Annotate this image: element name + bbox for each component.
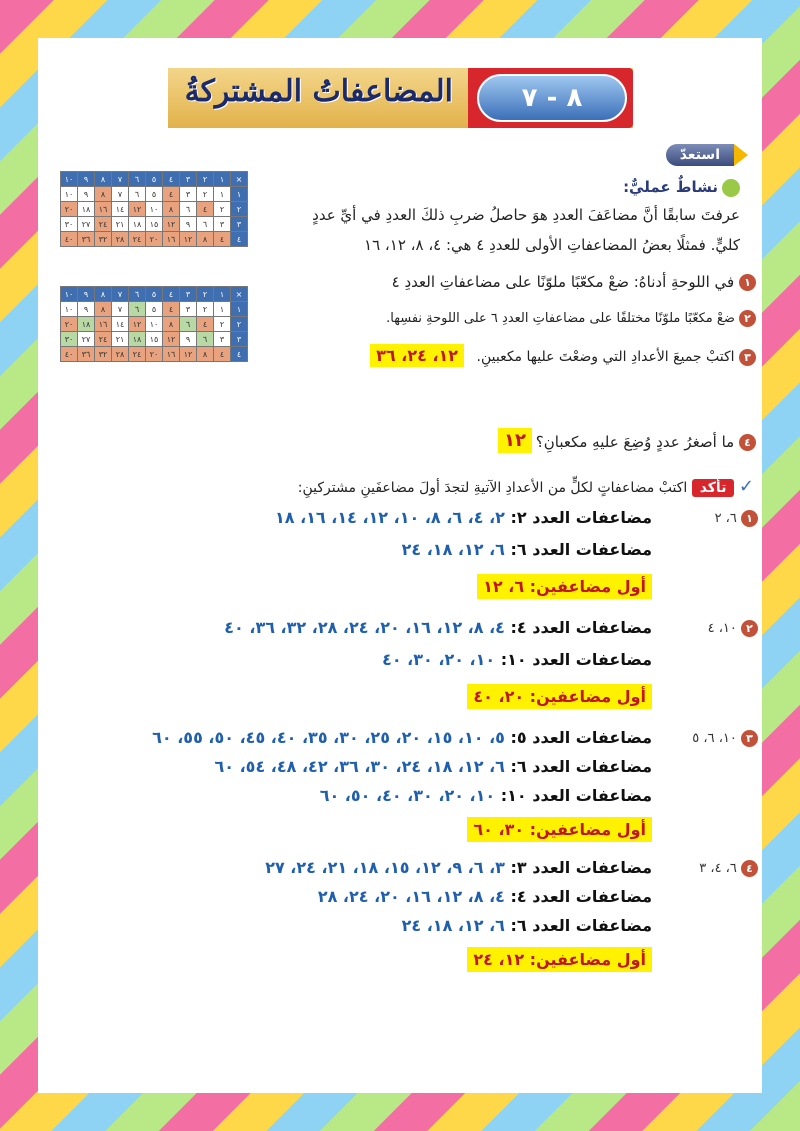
multiples-line [275,508,652,527]
grid-cell: ٦ [197,217,214,232]
step-2 [356,310,756,327]
grid-header-cell: ٨ [95,287,112,302]
multiples-label: مضاعفات العدد ٦: [504,757,652,776]
common-multiples-answer: أول مضاعفين: ١٢، ٢٤ [467,947,652,972]
multiples-values: ١٠، ٢٠، ٣٠، ٤٠، ٥٠، ٦٠ [319,786,496,805]
multiples-line [402,916,652,935]
activity-intro-1: عرفتَ سابقًا أنَّ مضاعَفَ العددِ هوَ حاصلُ ضربِ ذلكَ العددِ في أيِّ عددٍ [312,206,740,224]
multiples-label: مضاعفات العدد ٤: [504,887,652,906]
grid-cell: ٣ [214,217,231,232]
grid-cell: ١٨ [78,202,95,217]
activity-title: نشاطٌ عمليٌّ: [310,178,740,197]
grid-cell: ١٢ [129,317,146,332]
grid-cell: ٦ [180,202,197,217]
multiplication-board-1 [60,171,248,247]
grid-cell: ٦ [129,187,146,202]
confirm-tag: تأكد [692,479,735,497]
grid-cell: ٤ [163,187,180,202]
grid-cell: ٢٧ [78,332,95,347]
grid-cell: ٤ [163,302,180,317]
multiples-line [214,757,652,776]
grid-row-header: ٤ [231,232,248,247]
grid-cell: ٣ [180,302,197,317]
grid-header-cell: ٩ [78,287,95,302]
grid-cell: ٢ [197,187,214,202]
exercise-number: ٣ [741,730,758,747]
grid-cell: ٢٤ [129,232,146,247]
step-number: ١ [739,274,756,291]
grid-cell: ١٢ [163,332,180,347]
multiples-label: مضاعفات العدد ٦: [504,540,652,559]
grid-row-header: ٣ [231,217,248,232]
grid-cell: ٨ [197,347,214,362]
page-title: المضاعفاتُ المشتركةُ [184,74,453,109]
common-multiples-answer: أول مضاعفين: ٦، ١٢ [477,574,652,599]
check-icon: ✓ [738,476,754,497]
grid-cell: ٨ [197,232,214,247]
grid-cell: ٨ [95,302,112,317]
grid-cell: ٦ [180,317,197,332]
step-number: ٤ [739,434,756,451]
exercise-numbers [715,510,758,527]
grid-cell: ٤ [214,347,231,362]
exercise-numbers [699,860,758,877]
multiples-line [320,786,652,805]
grid-cell: ٤٠ [61,232,78,247]
globe-icon [722,179,740,197]
grid-cell: ١ [214,302,231,317]
step-3-answer: ١٢، ٢٤، ٣٦ [370,344,464,367]
common-multiples-answer: أول مضاعفين: ٣٠، ٦٠ [467,817,652,842]
grid-header-cell: ٤ [163,287,180,302]
step-number: ٢ [739,310,756,327]
step-3 [356,346,756,366]
grid-cell: ٩ [180,217,197,232]
grid-row-header: ٢ [231,317,248,332]
grid-cell: ٩ [78,187,95,202]
grid-corner: × [231,172,248,187]
grid-cell: ٨ [163,202,180,217]
exercise-given-numbers: ٦، ٤، ٣ [699,861,741,876]
grid-cell: ١٢ [129,202,146,217]
grid-cell: ٢ [197,302,214,317]
step-4-answer: ١٢ [498,428,532,453]
grid-cell: ١٦ [95,317,112,332]
grid-cell: ٤ [197,202,214,217]
step-4 [456,433,756,451]
grid-cell: ٢١ [112,217,129,232]
grid-cell: ٣٠ [61,217,78,232]
grid-cell: ٦ [129,302,146,317]
grid-cell: ١٢ [180,347,197,362]
grid-header-cell: ٥ [146,287,163,302]
grid-cell: ١٥ [146,217,163,232]
grid-header-cell: ١٠ [61,172,78,187]
multiples-line [265,858,652,877]
grid-cell: ١٨ [78,317,95,332]
grid-cell: ٢ [214,317,231,332]
grid-corner: × [231,287,248,302]
grid-header-cell: ٦ [129,172,146,187]
exercise-given-numbers: ٦، ٢ [714,511,741,526]
grid-cell: ٤ [197,317,214,332]
multiples-label: مضاعفات العدد ٦: [504,916,652,935]
grid-cell: ٥ [146,187,163,202]
grid-row-header: ٤ [231,347,248,362]
grid-header-cell: ٧ [112,287,129,302]
grid-cell: ٣٠ [61,332,78,347]
multiples-line [382,650,652,669]
grid-header-cell: ٤ [163,172,180,187]
grid-header-cell: ٦ [129,287,146,302]
grid-cell: ٣٦ [78,232,95,247]
grid-header-cell: ٢ [197,172,214,187]
grid-header-cell: ٧ [112,172,129,187]
step-text: ما أصغرُ عددٍ وُضِعَ عليهِ مكعبانِ؟ [535,433,735,451]
grid-header-cell: ٢ [197,287,214,302]
grid-cell: ٢٨ [112,232,129,247]
multiples-line [152,728,652,747]
grid-cell: ٢٠ [61,317,78,332]
grid-cell: ٢٠ [146,347,163,362]
grid-cell: ٢ [214,202,231,217]
multiples-values: ٣، ٦، ٩، ١٢، ١٥، ١٨، ٢١، ٢٤، ٢٧ [265,858,505,877]
exercise-number: ٤ [741,860,758,877]
grid-cell: ٢٤ [95,332,112,347]
step-number: ٣ [739,349,756,366]
multiples-values: ٤، ٨، ١٢، ١٦، ٢٠، ٢٤، ٢٨ [317,887,505,906]
grid-cell: ١٠ [146,317,163,332]
lesson-number-box [468,68,633,128]
multiples-values: ٦، ١٢، ١٨، ٢٤، ٣٠، ٣٦، ٤٢، ٤٨، ٥٤، ٦٠ [214,757,505,776]
grid-cell: ١٥ [146,332,163,347]
grid-cell: ١٠ [61,302,78,317]
grid-cell: ٩ [180,332,197,347]
grid-row-header: ٢ [231,202,248,217]
step-text: اكتبْ جميعَ الأعدادِ التي وضعْتَ عليها مكعبينِ. [476,349,735,365]
exercise-numbers [708,620,758,637]
confirm-row [114,476,754,497]
grid-cell: ١٦ [163,232,180,247]
grid-cell: ٢٧ [78,217,95,232]
grid-cell: ١٠ [146,202,163,217]
exercise-number: ٢ [741,620,758,637]
grid-cell: ٧ [112,187,129,202]
grid-header-cell: ٥ [146,172,163,187]
exercise-number: ١ [741,510,758,527]
prepare-tag [666,144,734,166]
grid-header-cell: ٩ [78,172,95,187]
multiples-values: ٢، ٤، ٦، ٨، ١٠، ١٢، ١٤، ١٦، ١٨ [274,508,505,527]
exercise-numbers [692,730,758,747]
activity-intro-2: كليٍّ. فمثلًا بعضُ المضاعفاتِ الأولى للعددِ ٤ هي: ٤، ٨، ١٢، ١٦ [364,236,740,254]
lesson-header [168,68,633,128]
multiples-values: ٦، ١٢، ١٨، ٢٤ [401,916,505,935]
grid-cell: ٧ [112,302,129,317]
grid-cell: ١٦ [95,202,112,217]
grid-header-cell: ٣ [180,172,197,187]
page [38,38,762,1093]
grid-cell: ٢٤ [95,217,112,232]
grid-cell: ١٨ [129,332,146,347]
grid-cell: ٦ [197,332,214,347]
grid-header-cell: ١ [214,172,231,187]
grid-header-cell: ١ [214,287,231,302]
grid-cell: ١٨ [129,217,146,232]
grid-row-header: ١ [231,187,248,202]
grid-cell: ١٤ [112,317,129,332]
grid-header-cell: ١٠ [61,287,78,302]
multiples-values: ١٠، ٢٠، ٣٠، ٤٠ [382,650,496,669]
grid-cell: ٤ [214,232,231,247]
multiples-label: مضاعفات العدد ١٠: [495,650,652,669]
multiples-label: مضاعفات العدد ٣: [504,858,652,877]
grid-cell: ١٦ [163,347,180,362]
grid-row-header: ١ [231,302,248,317]
multiples-values: ٦، ١٢، ١٨، ٢٤ [401,540,505,559]
grid-header-cell: ٨ [95,172,112,187]
grid-cell: ٣٦ [78,347,95,362]
grid-cell: ١٢ [163,217,180,232]
grid-cell: ٥ [146,302,163,317]
grid-cell: ٩ [78,302,95,317]
grid-cell: ٢٠ [146,232,163,247]
grid-cell: ١٠ [61,187,78,202]
multiples-line [224,618,652,637]
step-1 [356,273,756,291]
grid-cell: ١٤ [112,202,129,217]
prepare-label: استعدّ [679,147,720,163]
exercise-given-numbers: ١٠، ٦، ٥ [692,731,741,746]
grid-cell: ١٢ [180,232,197,247]
grid-cell: ١ [214,187,231,202]
grid-cell: ٨ [95,187,112,202]
multiples-label: مضاعفات العدد ٤: [504,618,652,637]
grid-cell: ٣٢ [95,232,112,247]
grid-cell: ٢١ [112,332,129,347]
exercise-given-numbers: ١٠، ٤ [707,621,741,636]
multiplication-board-2 [60,286,248,362]
multiples-line [318,887,652,906]
lesson-number: ٨ - ٧ [477,74,627,122]
multiples-line [402,540,652,559]
multiples-label: مضاعفات العدد ١٠: [495,786,652,805]
grid-cell: ٢٠ [61,202,78,217]
multiples-values: ٤، ٨، ١٢، ١٦، ٢٠، ٢٤، ٢٨، ٣٢، ٣٦، ٤٠ [224,618,505,637]
multiples-values: ٥، ١٠، ١٥، ٢٠، ٢٥، ٣٠، ٣٥، ٤٠، ٤٥، ٥٠، ٥٥، ٦٠ [152,728,505,747]
common-multiples-answer: أول مضاعفين: ٢٠، ٤٠ [467,684,652,709]
grid-cell: ٢٨ [112,347,129,362]
step-text: ضعْ مكعّبًا ملوّنًا مختلفًا على مضاعفاتِ العددِ ٦ على اللوحةِ نفسِها. [386,311,735,326]
grid-row-header: ٣ [231,332,248,347]
grid-cell: ٨ [163,317,180,332]
confirm-instruction: اكتبْ مضاعفاتٍ لكلٍّ من الأعدادِ الآتيةِ لتجدَ أولَ مضاعفَينِ مشتركينِ: [297,480,688,496]
grid-header-cell: ٣ [180,287,197,302]
grid-cell: ٣ [214,332,231,347]
multiples-label: مضاعفات العدد ٥: [504,728,652,747]
step-text: في اللوحةِ أدناهُ: ضعْ مكعّبًا ملوّنًا على مضاعفاتِ العددِ ٤ [391,273,735,291]
grid-cell: ٤٠ [61,347,78,362]
grid-cell: ٢٤ [129,347,146,362]
grid-cell: ٣٢ [95,347,112,362]
multiples-label: مضاعفات العدد ٢: [504,508,652,527]
grid-cell: ٣ [180,187,197,202]
